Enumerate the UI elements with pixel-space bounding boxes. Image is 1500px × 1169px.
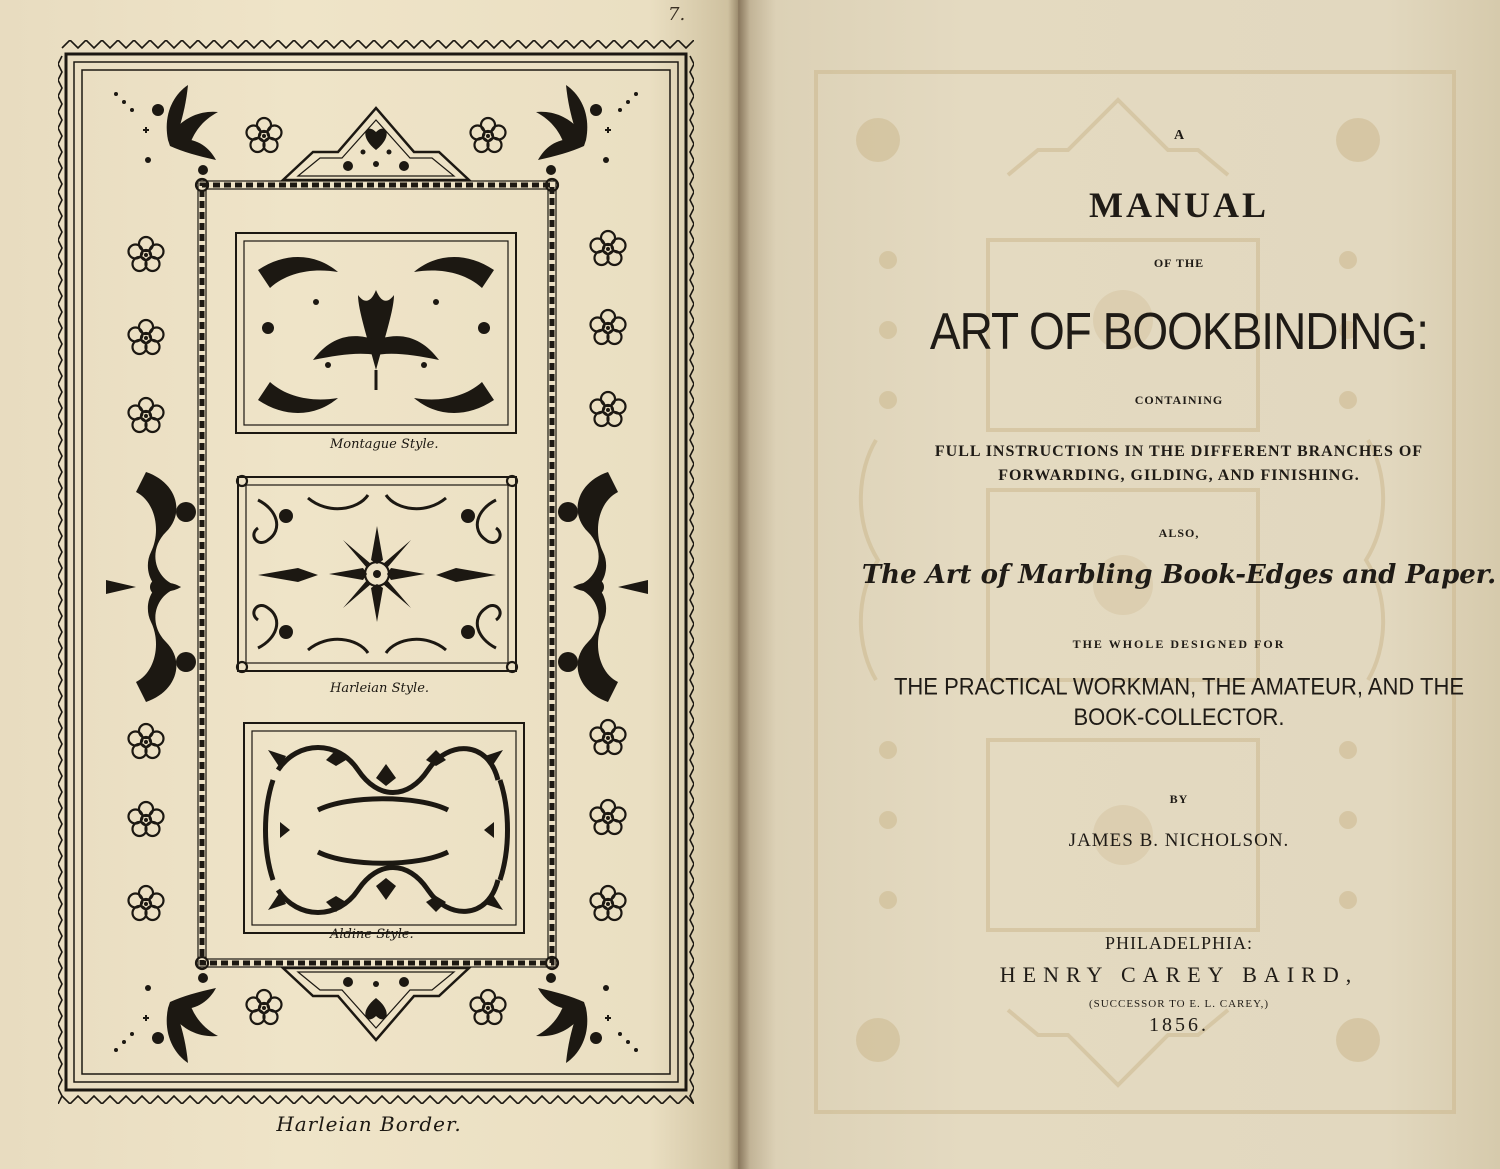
audience (798, 671, 1500, 733)
title-connector: OF THE (1153, 256, 1205, 270)
imprint-year: 1856. (1149, 1014, 1209, 1036)
designed-for-label: THE WHOLE DESIGNED FOR (1072, 637, 1286, 651)
imprint-successor: (SUCCESSOR TO E. L. CAREY,) (1088, 998, 1270, 1010)
panel-caption-montague: Montague Style. (330, 437, 439, 452)
panel-caption-harleian: Harleian Style. (330, 681, 430, 696)
top-arch-ornament (283, 108, 469, 180)
imprint-city: PHILADELPHIA: (1105, 933, 1253, 953)
harleian-border-plate (58, 40, 694, 1104)
by-label: BY (1169, 792, 1189, 806)
harleian-panel (237, 476, 517, 672)
title-manual: MANUAL (1089, 185, 1269, 225)
border-caption: Harleian Border. (276, 1112, 462, 1136)
description (798, 440, 1500, 488)
left-page (0, 0, 738, 1169)
description-line-1: FULL INSTRUCTIONS IN THE DIFFERENT BRANCHES OF (934, 443, 1424, 460)
audience-line-2: BOOK-COLLECTOR. (1073, 703, 1285, 731)
bottom-arch-ornament (283, 968, 469, 1040)
aldine-panel (244, 723, 524, 933)
audience-line-1: THE PRACTICAL WORKMAN, THE AMATEUR, AND THE (893, 672, 1465, 700)
marbling-subtitle: The Art of Marbling Book-Edges and Paper. (861, 560, 1497, 590)
also-label: ALSO, (1158, 526, 1200, 540)
imprint-publisher: HENRY CAREY BAIRD, (999, 962, 1359, 987)
montague-panel (236, 233, 516, 433)
panel-caption-aldine: Aldine Style. (330, 927, 414, 942)
containing-label: CONTAINING (1134, 393, 1224, 407)
title-article: A (1173, 128, 1185, 143)
serrated-edge (62, 40, 694, 48)
author-name: JAMES B. NICHOLSON. (1068, 830, 1290, 851)
description-line-2: FORWARDING, GILDING, AND FINISHING. (998, 467, 1360, 484)
title-main: ART OF BOOKBINDING: (929, 301, 1429, 361)
book-gutter (728, 0, 750, 1169)
page-number: 7. (668, 4, 686, 25)
